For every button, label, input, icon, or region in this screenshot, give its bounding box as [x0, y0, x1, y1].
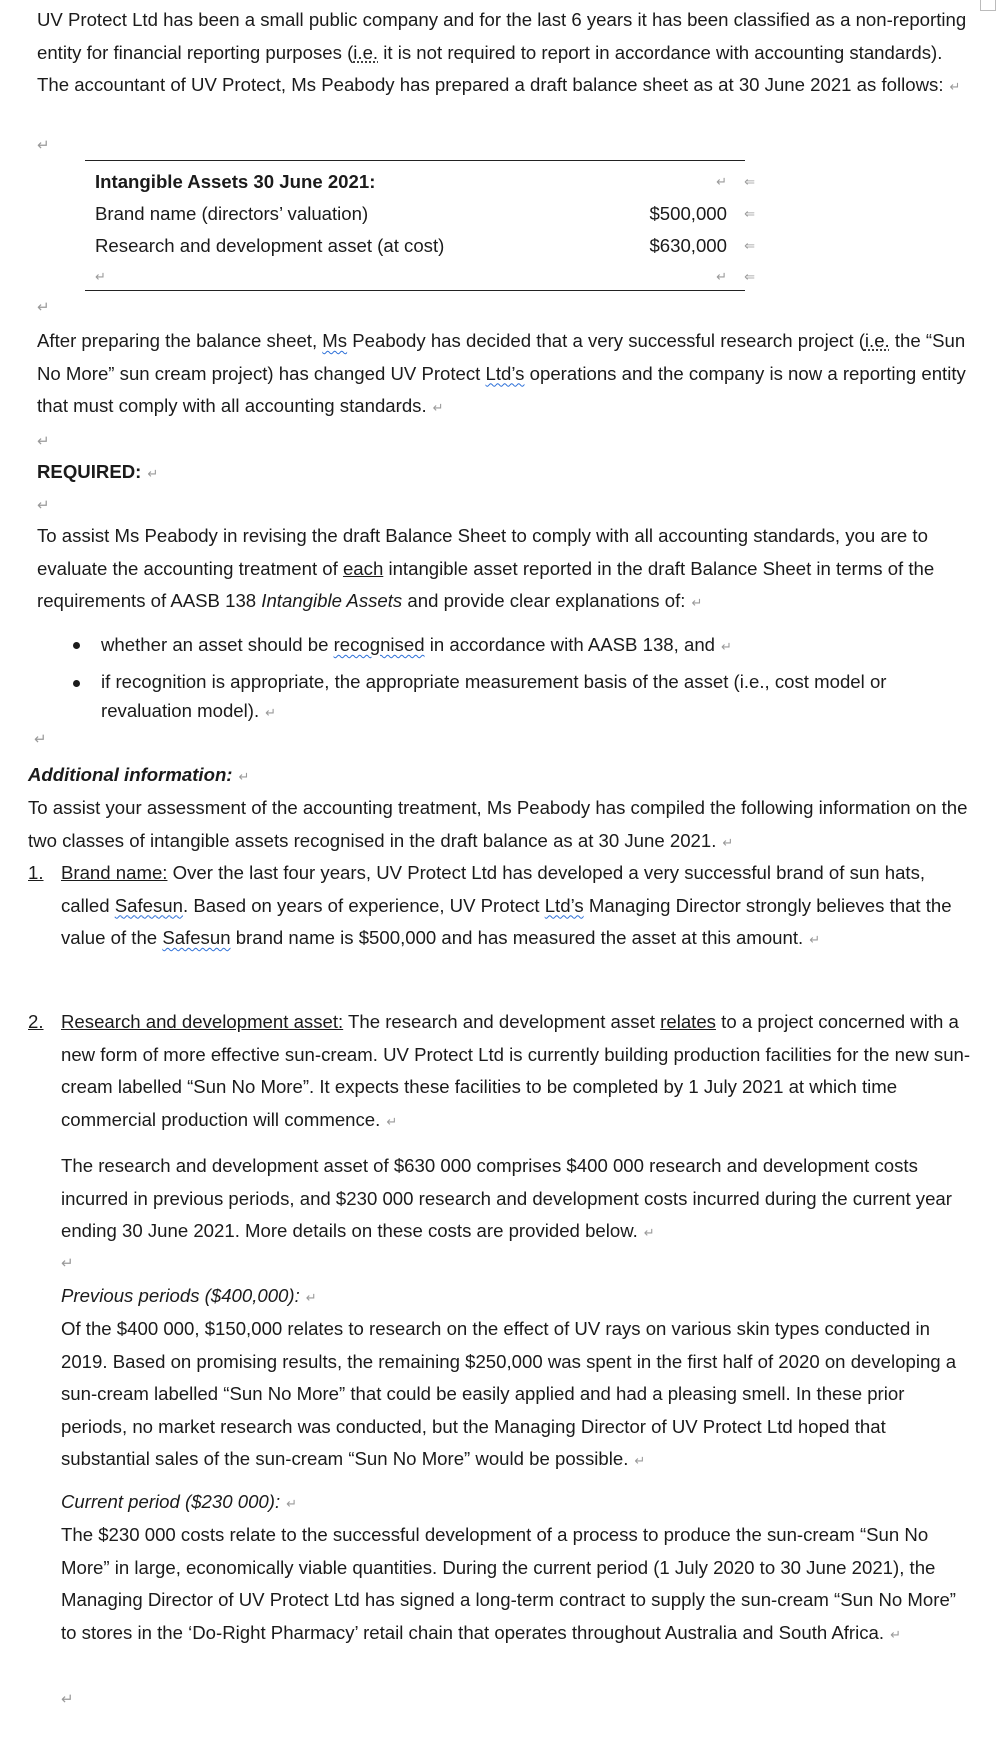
additional-intro: To assist your assessment of the accounting treatment, Ms Peabody has compiled the following information on the two classes of intangible assets recognised in the draft balance as at 30 June 2021. ↵ [28, 797, 968, 851]
ie-abbrev: i.e. [353, 41, 379, 63]
row-value: $500,000 [649, 203, 727, 224]
current-period-text: The $230 000 costs relate to the successful development of a process to produce the sun-cream “Sun No More” in large, economically viable quantities. During the current period (1 July 2020 to 30 June 2021), the Managing Director of UV Protect Ltd has signed a long-term contract to supply the sun-cream “Sun No More” to stores in the ‘Do-Right Pharmacy’ retail chain that operates throughout Australia and South Africa. ↵ [61, 1524, 956, 1643]
required-paragraph: To assist Ms Peabody in revising the draft Balance Sheet to comply with all accounting standards, you are to evaluate the accounting treatment of each intangible asset reported in the draft Balance Sheet in terms of the requirements of AASB 138 Intangible Assets and provide clear explanations of: ↵ [37, 525, 935, 611]
table-heading-row: Intangible Assets 30 June 2021: ↵ ⇐ [95, 166, 755, 198]
table-heading: Intangible Assets 30 June 2021: [95, 171, 376, 192]
row-label: Brand name (directors’ valuation) [95, 203, 369, 224]
bullet-text: whether an asset should be recognised in accordance with AASB 138, and ↵ [101, 634, 732, 655]
list-number: 2. [28, 1011, 44, 1032]
bullet-point [73, 680, 80, 687]
table-top-rule [85, 160, 745, 161]
table-row: Research and development asset (at cost) $630,000 ⇐ [95, 230, 755, 262]
table-empty-row: ↵ ↵ ⇐ [95, 269, 755, 284]
paragraph-mark: ↵ [34, 731, 47, 748]
paragraph-mark: ↵ [37, 497, 50, 514]
paragraph-mark: ↵ [61, 1255, 74, 1272]
intro-paragraph: UV Protect Ltd has been a small public company and for the last 6 years it has been classified as a non-reporting entity for financial reporting purposes (i.e. it is not required to report in accordance with accounting standards). The accountant of UV Protect, Ms Peabody has prepared a draft balance sheet as at 30 June 2021 as follows: ↵ [37, 9, 967, 95]
paragraph-mark: ↵ [37, 299, 50, 316]
paragraph-mark: ↵ [949, 79, 961, 94]
previous-periods-heading: Previous periods ($400,000): ↵ [61, 1285, 317, 1306]
after-paragraph: After preparing the balance sheet, Ms Peabody has decided that a very successful research project (i.e. the “Sun No More” sun cream project) has changed UV Protect Ltd’s operations and the company is now a reporting entity that must comply with all accounting standards. ↵ [37, 330, 966, 416]
brand-name-item: Brand name: Over the last four years, UV Protect Ltd has developed a very successful brand of sun hats, called Safesun. Based on years of experience, UV Protect Ltd’s Managing Director strongly believes that the value of the Safesun brand name is $500,000 and has measured the asset at this amount. ↵ [61, 862, 952, 948]
bullet-text: if recognition is appropriate, the appropriate measurement basis of the asset (i.e., cost model or revaluation model). ↵ [101, 671, 887, 721]
additional-heading: Additional information: ↵ [28, 764, 250, 785]
rd-asset-item: Research and development asset: The research and development asset relates to a project concerned with a new form of more effective sun-cream. UV Protect Ltd is currently building production facilities for the new sun-cream labelled “Sun No More”. It expects these facilities to be completed by 1 July 2021 at which time commercial production will commence. ↵ [61, 1011, 971, 1130]
rd-breakdown-paragraph: The research and development asset of $630 000 comprises $400 000 research and development costs incurred in previous periods, and $230 000 research and development costs incurred during the current year ending 30 June 2021. More details on these costs are provided below. ↵ [61, 1155, 952, 1241]
required-heading: REQUIRED: ↵ [37, 461, 159, 482]
paragraph-mark: ↵ [37, 137, 50, 154]
page-corner-mark [980, 0, 996, 11]
paragraph-mark: ↵ [37, 433, 50, 450]
table-row: Brand name (directors’ valuation) $500,000 ⇐ [95, 198, 755, 230]
paragraph-mark: ↵ [61, 1691, 74, 1708]
table-bottom-rule [85, 290, 745, 291]
list-number: 1. [28, 862, 44, 883]
row-label: Research and development asset (at cost) [95, 235, 445, 256]
row-value: $630,000 [649, 235, 727, 256]
bullet-point [73, 642, 80, 649]
previous-periods-text: Of the $400 000, $150,000 relates to research on the effect of UV rays on various skin types conducted in 2019. Based on promising results, the remaining $250,000 was spent in the first half of 2020 on developing a sun-cream labelled “Sun No More” that could be easily applied and had a pleasing smell. In these prior periods, no market research was conducted, but the Managing Director of UV Protect Ltd hoped that substantial sales of the sun-cream “Sun No More” would be possible. ↵ [61, 1318, 957, 1469]
current-period-heading: Current period ($230 000): ↵ [61, 1491, 298, 1512]
